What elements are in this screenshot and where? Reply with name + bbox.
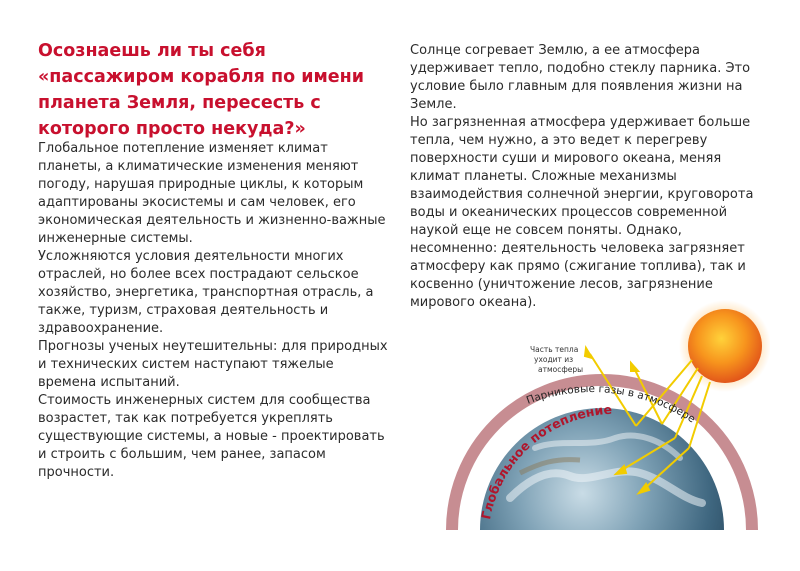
earth [480, 408, 724, 530]
global-warming-label: Глобальное потепление [478, 401, 613, 521]
left-column [38, 140, 390, 482]
page-title: Осознаешь ли ты себя «пассажиром корабля по имени планета Земля, пересесть с которого просто некуда?» [38, 41, 364, 139]
paragraph: Солнце согревает Землю, а ее атмосфера удерживает тепло, подобно стеклу парника. Это условие было главным для появления жизни на Земле. [410, 43, 751, 112]
greenhouse-gases-label: Парниковые газы в атмосфере [524, 383, 698, 426]
paragraph: Но загрязненная атмосфера удерживает больше тепла, чем нужно, а это ведет к перегреву поверхности суши и мирового океана, меняя климат планеты. Сложные механизмы взаимодействия солнечной энергии, круговорота воды и океанических процессов современной наукой еще не совсем поняты. Однако, несомненно: деятельность человека загрязняет атмосферу как прямо (сжигание топлива), так и косвенно (уничтожение лесов, загрязнение мирового океана). [410, 115, 754, 310]
heat-escape-note-line2: уходит из [534, 355, 574, 364]
paragraph: Усложняются условия деятельности многих отраслей, но более всех пострадают сельское хозяйство, энергетика, транспортная отрасль, а также, туризм, страховая деятельность и здравоохранение. [38, 249, 374, 336]
sun [688, 309, 762, 383]
paragraph: Глобальное потепление изменяет климат планеты, а климатические изменения меняют погоду, нарушая природные циклы, к которым адаптированы экосистемы и сам человек, его экономическая деятельность и жизненно-важные инженерные системы. [38, 141, 386, 246]
greenhouse-effect-illustration [440, 298, 770, 530]
heat-escape-note-line1: Часть тепла [530, 345, 579, 354]
paragraph: Стоимость инженерных систем для сообщества возрастет, так как потребуется укреплять существующие системы, а новые - проектировать и строить с большим, чем ранее, запасом прочности. [38, 393, 385, 480]
heat-escape-note-line3: атмосферы [538, 365, 584, 374]
greenhouse-diagram [440, 298, 770, 530]
paragraph: Прогнозы ученых неутешительны: для природных и технических систем наступают тяжелые времена испытаний. [38, 339, 388, 390]
right-column [410, 42, 762, 312]
